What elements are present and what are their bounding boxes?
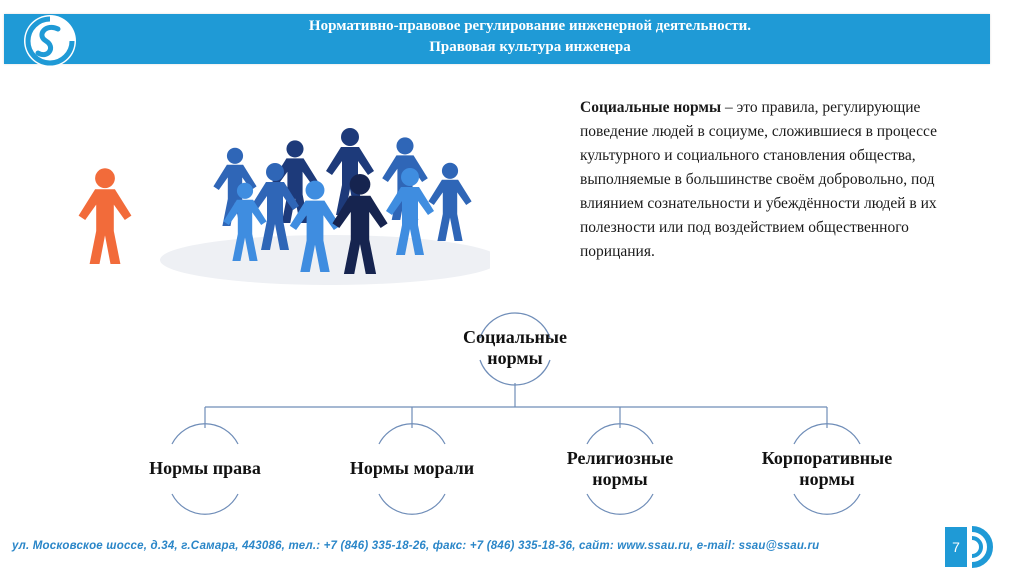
definition-body: – это правила, регулирующие поведение людей в социуме, сложившиеся в процессе культурного и социального становления общества, выполняемые в большинстве своём добровольно, под влиянием сознательности и убеждённости людей в их полезности или под воздействием общественного порицания. — [580, 99, 937, 260]
title-line-2: Правовая культура инженера — [429, 39, 631, 55]
node-law-norms — [115, 458, 295, 479]
node-moral-norms — [322, 458, 502, 479]
node-root-line1: Социальные — [463, 327, 567, 347]
ssau-logo-icon — [22, 13, 78, 69]
node-corporate-norms — [727, 448, 927, 490]
page-title — [140, 16, 920, 58]
node-religious-line1: Религиозные — [566, 448, 674, 468]
node-moral-line1: Нормы морали — [349, 458, 475, 478]
definition-text — [580, 96, 975, 264]
node-religious-line2: нормы — [592, 469, 648, 489]
page-number: 7 — [945, 527, 967, 567]
node-root-line2: нормы — [487, 348, 543, 368]
title-line-1: Нормативно-правовое регулирование инженерной деятельности. — [308, 18, 752, 34]
people-circle-illustration — [60, 110, 490, 310]
ssau-footer-logo-icon — [968, 525, 1000, 569]
node-religious-norms — [530, 448, 710, 490]
node-corporate-line2: нормы — [799, 469, 855, 489]
node-law-line1: Нормы права — [149, 458, 261, 478]
node-corporate-line1: Корпоративные — [761, 448, 893, 468]
definition-term: Социальные нормы — [580, 99, 722, 116]
footer-contact: ул. Московское шоссе, д.34, г.Самара, 443086, тел.: +7 (846) 335-18-26, факс: +7 (846) 335-18-36, сайт: www.ssau.ru, e-mail: ssau@ssau.ru — [12, 540, 820, 552]
node-root — [415, 327, 615, 369]
